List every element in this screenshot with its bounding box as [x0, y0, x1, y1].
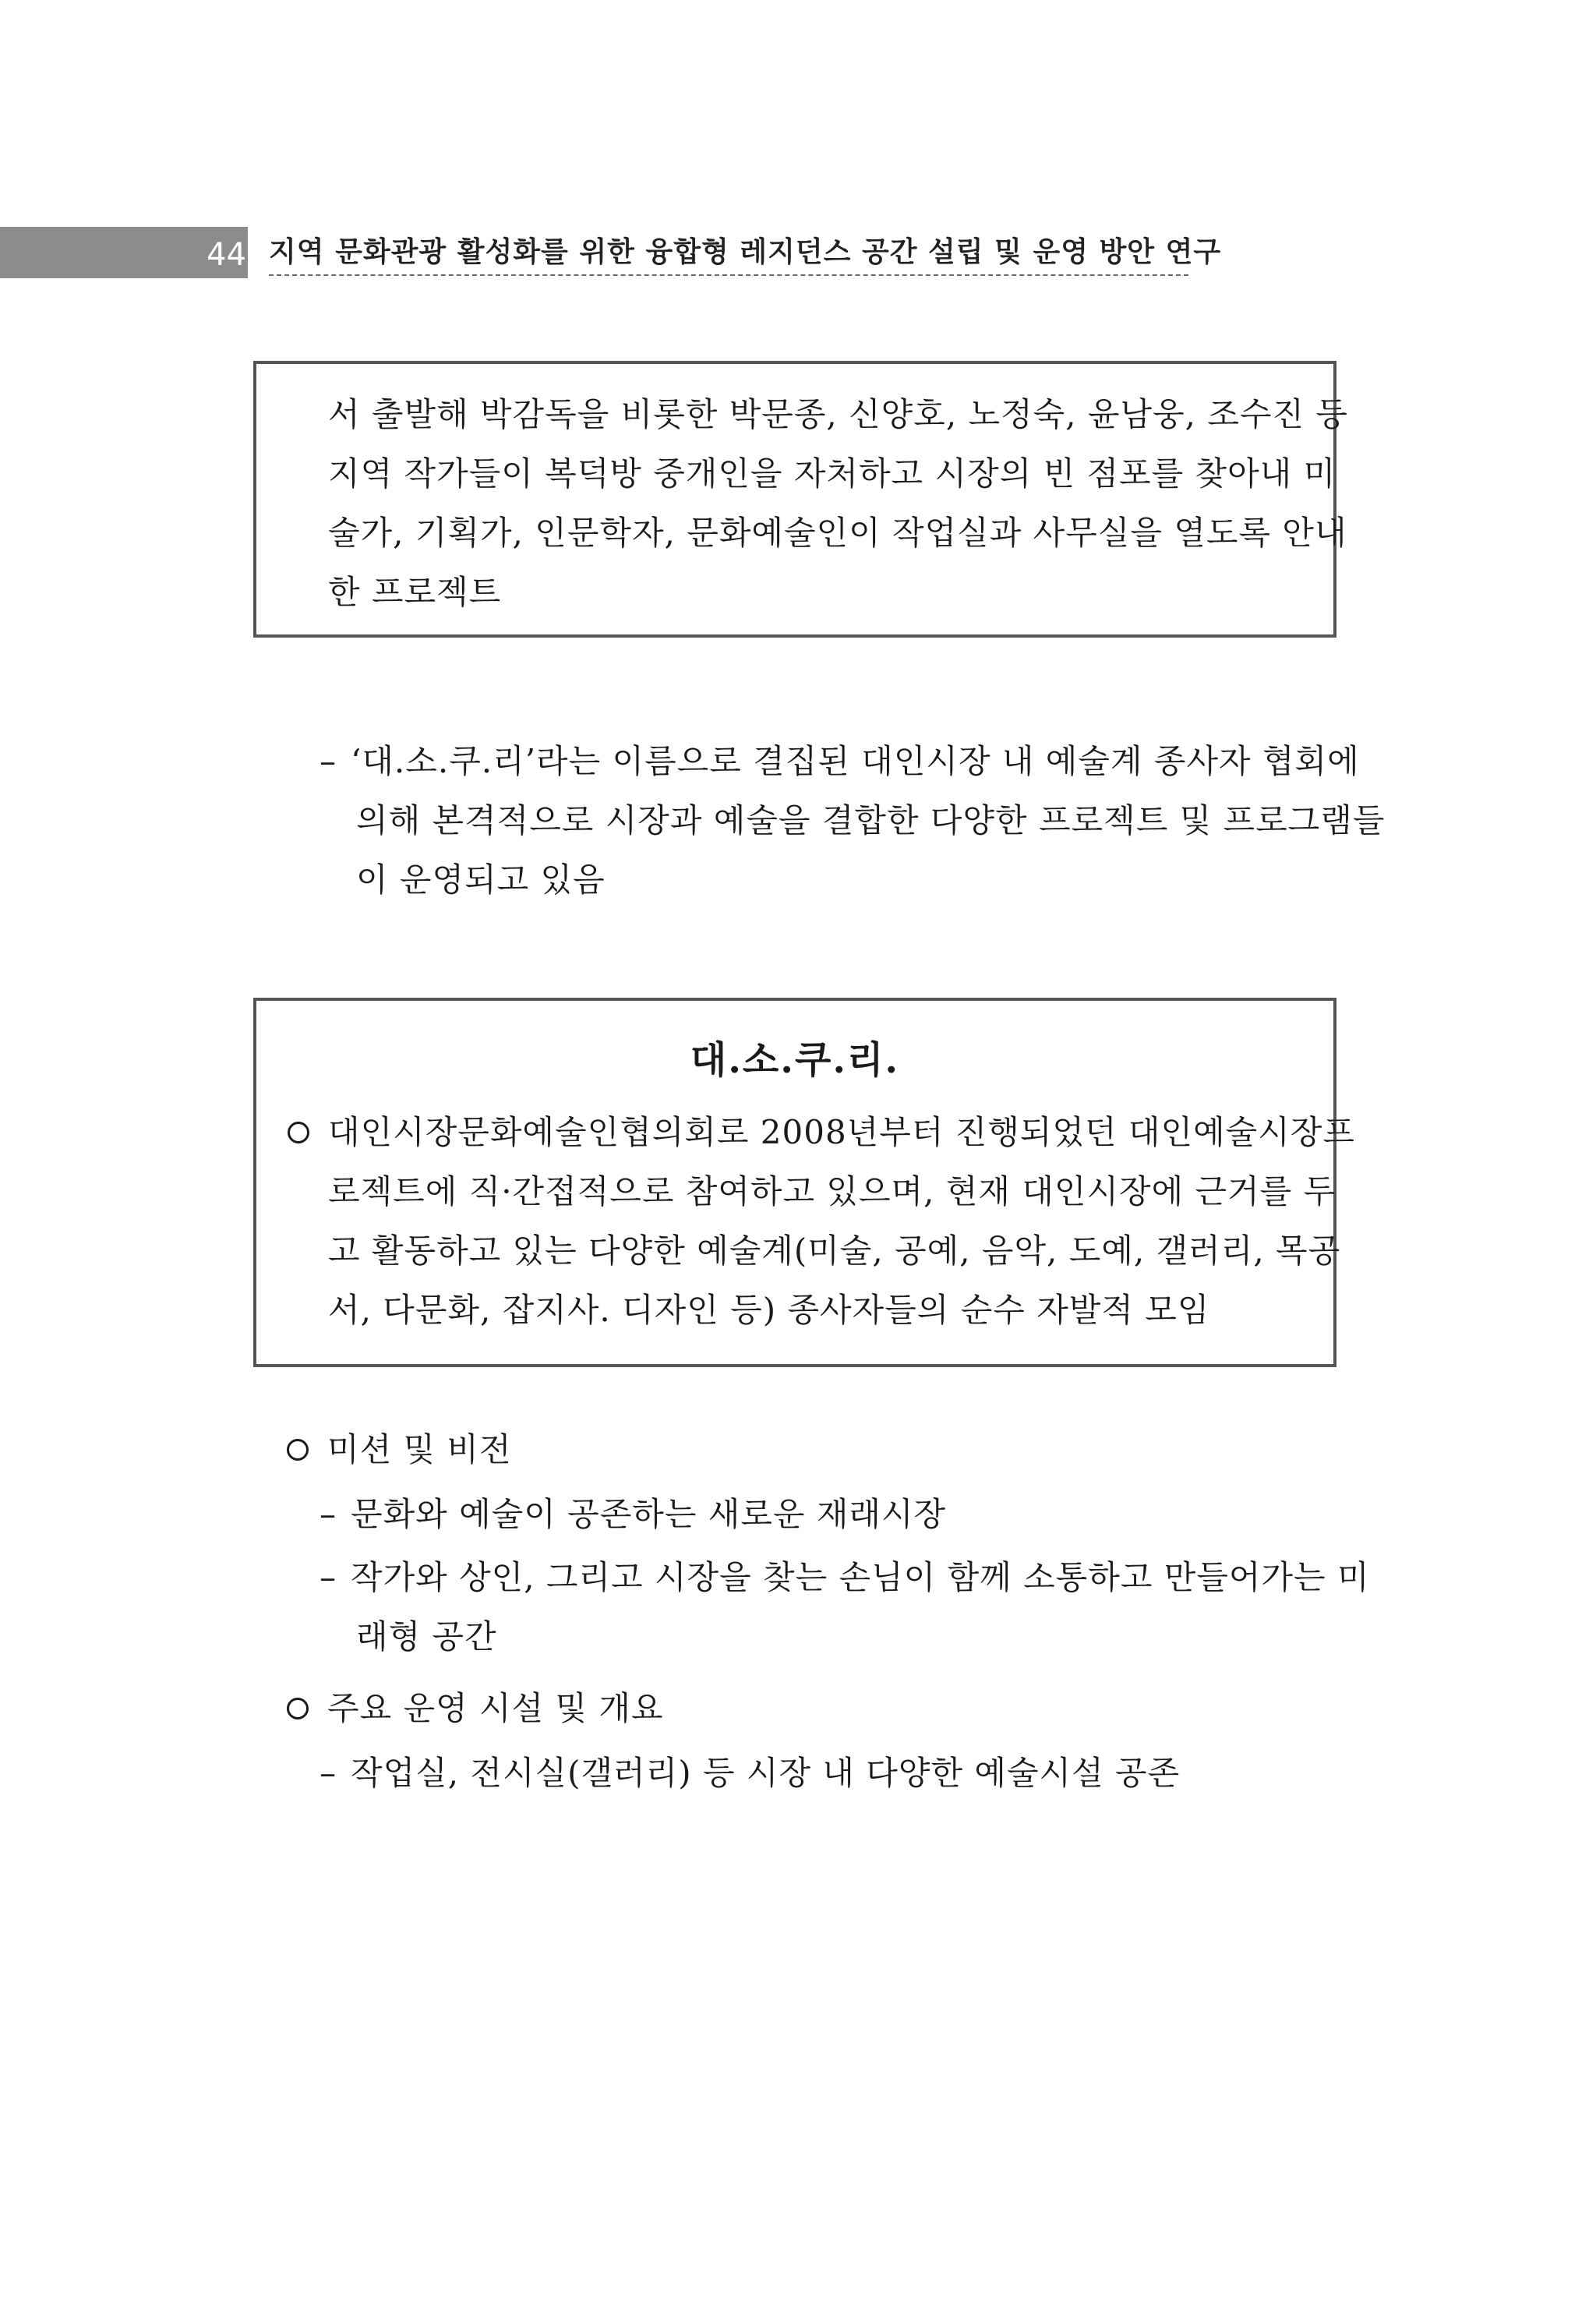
info-box-daesokuri: [253, 998, 1355, 1367]
dash-marker: –: [320, 742, 336, 780]
quote-box-project: [253, 361, 1349, 638]
box-text-line: 고 활동하고 있는 다양한 예술계(미술, 공예, 음악, 도예, 갤러리, 목공: [328, 1232, 1341, 1270]
box-text-line: 술가, 기획가, 인문학자, 문화예술인이 작업실과 사무실을 열도록 안내: [328, 514, 1347, 552]
box-text-line: 지역 작가들이 복덕방 중개인을 자처하고 시장의 빈 점포를 찾아내 미: [328, 454, 1336, 493]
dash-marker: –: [320, 1754, 336, 1792]
bullet-text-line: 래형 공간: [356, 1617, 497, 1656]
box-text-line: 한 프로젝트: [328, 573, 502, 611]
box-title: 대.소.쿠.리.: [690, 1038, 900, 1082]
bullet-text-line: 이 운영되고 있음: [356, 861, 606, 899]
bullet-text-line: 문화와 예술이 공존하는 새로운 재래시장: [351, 1495, 947, 1533]
dash-marker: –: [320, 1495, 336, 1533]
bullet-text-line: 작가와 상인, 그리고 시장을 찾는 손님이 함께 소통하고 만들어가는 미: [351, 1558, 1370, 1596]
bullet-text-line: ‘대.소.쿠.리’라는 이름으로 결집된 대인시장 내 예술계 종사자 협회에: [351, 742, 1360, 780]
running-header-title: 지역 문화관광 활성화를 위한 융합형 레지던스 공간 설립 및 운영 방안 연구: [269, 231, 1188, 276]
box-text-line: 서 출발해 박감독을 비롯한 박문종, 신양호, 노정숙, 윤남웅, 조수진 등: [328, 395, 1349, 433]
circle-bullet-icon: [287, 1698, 309, 1719]
box-text-line: 서, 다문화, 잡지사. 디자인 등) 종사자들의 순수 자발적 모임: [328, 1291, 1210, 1329]
circle-bullet-icon: [287, 1439, 309, 1461]
box-text-line: 대인시장문화예술인협의회로 2008년부터 진행되었던 대인예술시장프: [328, 1113, 1355, 1151]
circle-bullet-icon: [288, 1122, 309, 1143]
bullet-text-line: 작업실, 전시실(갤러리) 등 시장 내 다양한 예술시설 공존: [351, 1754, 1181, 1792]
dash-marker: –: [320, 1558, 336, 1596]
box-text-line: 로젝트에 직·간접적으로 참여하고 있으며, 현재 대인시장에 근거를 두: [328, 1172, 1336, 1210]
section-heading: 주요 운영 시설 및 개요: [327, 1689, 664, 1727]
bullet-text-line: 의해 본격적으로 시장과 예술을 결합한 다양한 프로젝트 및 프로그램들: [356, 801, 1386, 839]
section-heading: 미션 및 비전: [327, 1430, 512, 1468]
page-number: 44: [207, 237, 246, 273]
